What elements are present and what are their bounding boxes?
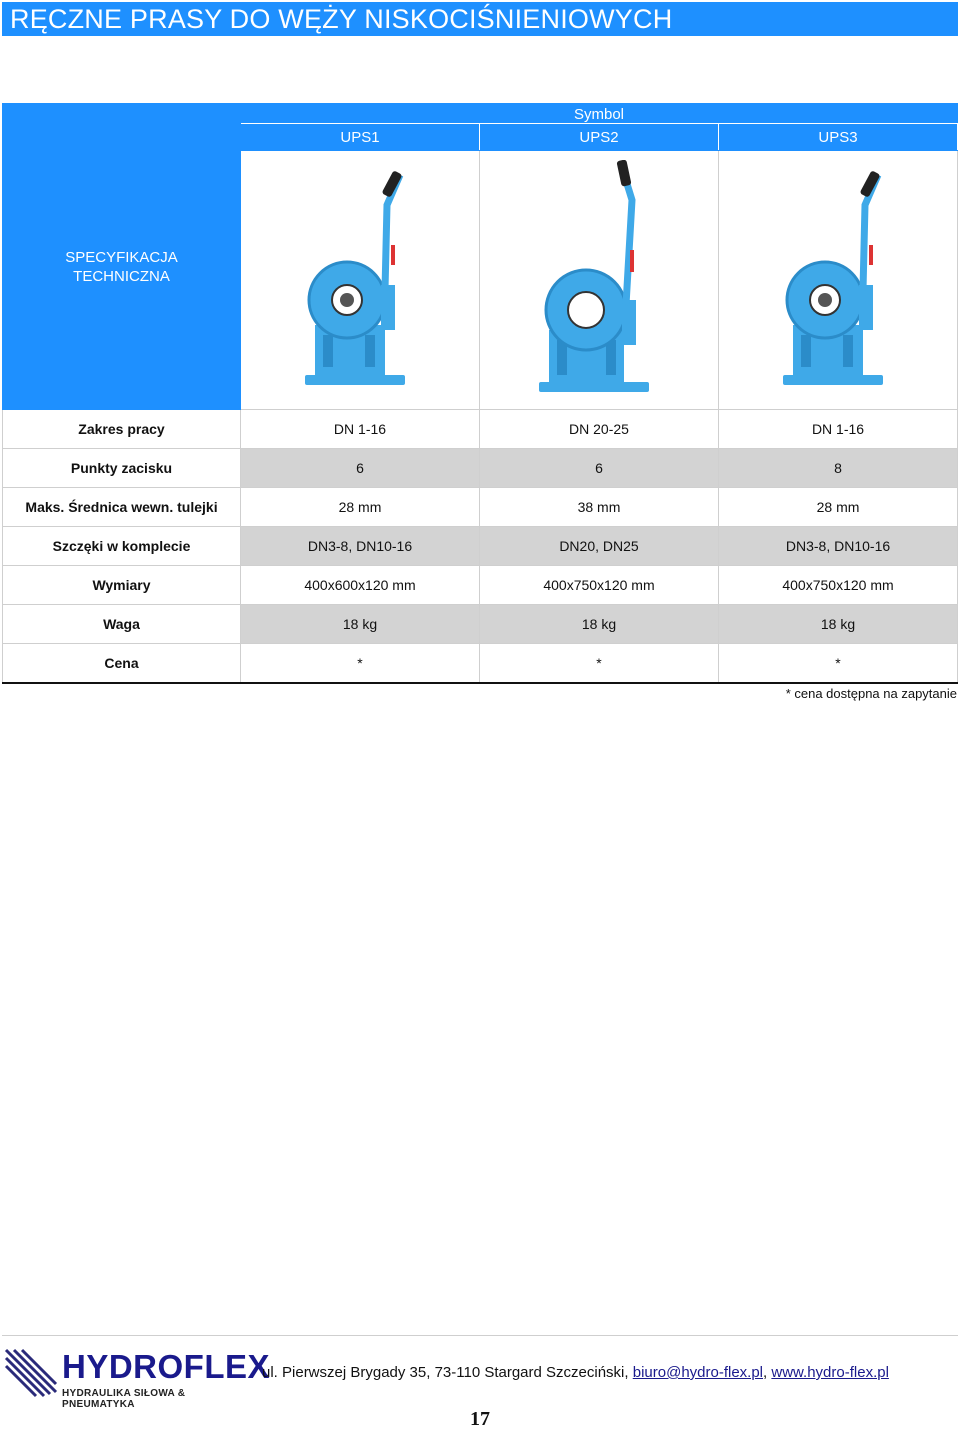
table-row [3, 449, 958, 488]
row-value: 400x600x120 mm [241, 566, 480, 605]
contact-line [262, 1364, 889, 1381]
model-header-ups1: UPS1 [241, 124, 480, 151]
row-value: 18 kg [480, 605, 719, 644]
logo-wordmark: HYDROFLEX [62, 1348, 271, 1385]
table-row [3, 566, 958, 605]
row-value: * [480, 644, 719, 683]
website-link[interactable]: www.hydro-flex.pl [771, 1364, 889, 1381]
row-label: Szczęki w komplecie [3, 527, 241, 566]
table-row [3, 605, 958, 644]
logo-stripes-icon [4, 1346, 58, 1398]
row-value: DN 1-16 [719, 410, 958, 449]
row-label: Waga [3, 605, 241, 644]
page-number: 17 [470, 1408, 490, 1430]
row-value: 6 [241, 449, 480, 488]
model-header-ups3: UPS3 [719, 124, 958, 151]
page-title: RĘCZNE PRASY DO WĘŻY NISKOCIŚNIENIOWYCH [2, 2, 958, 36]
footer-divider [2, 1335, 958, 1336]
row-value: 18 kg [241, 605, 480, 644]
spec-table [2, 103, 958, 684]
row-value: DN3-8, DN10-16 [241, 527, 480, 566]
spec-header-line-1: SPECYFIKACJA [65, 248, 178, 266]
row-value: 400x750x120 mm [480, 566, 719, 605]
contact-separator: , [763, 1364, 768, 1381]
row-value: 6 [480, 449, 719, 488]
email-link[interactable]: biuro@hydro-flex.pl [632, 1364, 764, 1381]
row-label: Cena [3, 644, 241, 683]
row-value: * [241, 644, 480, 683]
row-label: Punkty zacisku [3, 449, 241, 488]
row-value: 400x750x120 mm [719, 566, 958, 605]
table-row [3, 644, 958, 683]
address-text: ul. Pierwszej Brygady 35, 73-110 Stargard Szczeciński, [262, 1364, 629, 1381]
row-label: Maks. Średnica wewn. tulejki [3, 488, 241, 527]
table-row [3, 410, 958, 449]
row-value: * [719, 644, 958, 683]
photo-ups1 [241, 151, 480, 410]
row-value: DN 1-16 [241, 410, 480, 449]
row-value: 18 kg [719, 605, 958, 644]
photo-ups3 [719, 151, 958, 410]
press-ups2-image [524, 160, 674, 400]
press-ups3-image [763, 165, 913, 395]
spec-header-line-2: TECHNICZNA [73, 267, 170, 285]
table-row [3, 488, 958, 527]
price-footnote: * cena dostępna na zapytanie [785, 686, 957, 701]
table-row [3, 527, 958, 566]
symbol-header: Symbol [241, 104, 958, 124]
row-value: DN 20-25 [480, 410, 719, 449]
hydroflex-logo [4, 1346, 271, 1410]
model-header-ups2: UPS2 [480, 124, 719, 151]
row-value: 28 mm [241, 488, 480, 527]
photo-ups2 [480, 151, 719, 410]
row-value: 8 [719, 449, 958, 488]
row-label: Zakres pracy [3, 410, 241, 449]
row-value: DN3-8, DN10-16 [719, 527, 958, 566]
row-label: Wymiary [3, 566, 241, 605]
press-ups1-image [285, 165, 435, 395]
row-value: 38 mm [480, 488, 719, 527]
logo-tagline: HYDRAULIKA SIŁOWA & PNEUMATYKA [62, 1388, 186, 1410]
row-value: DN20, DN25 [480, 527, 719, 566]
spec-header-cell [3, 104, 241, 410]
row-value: 28 mm [719, 488, 958, 527]
